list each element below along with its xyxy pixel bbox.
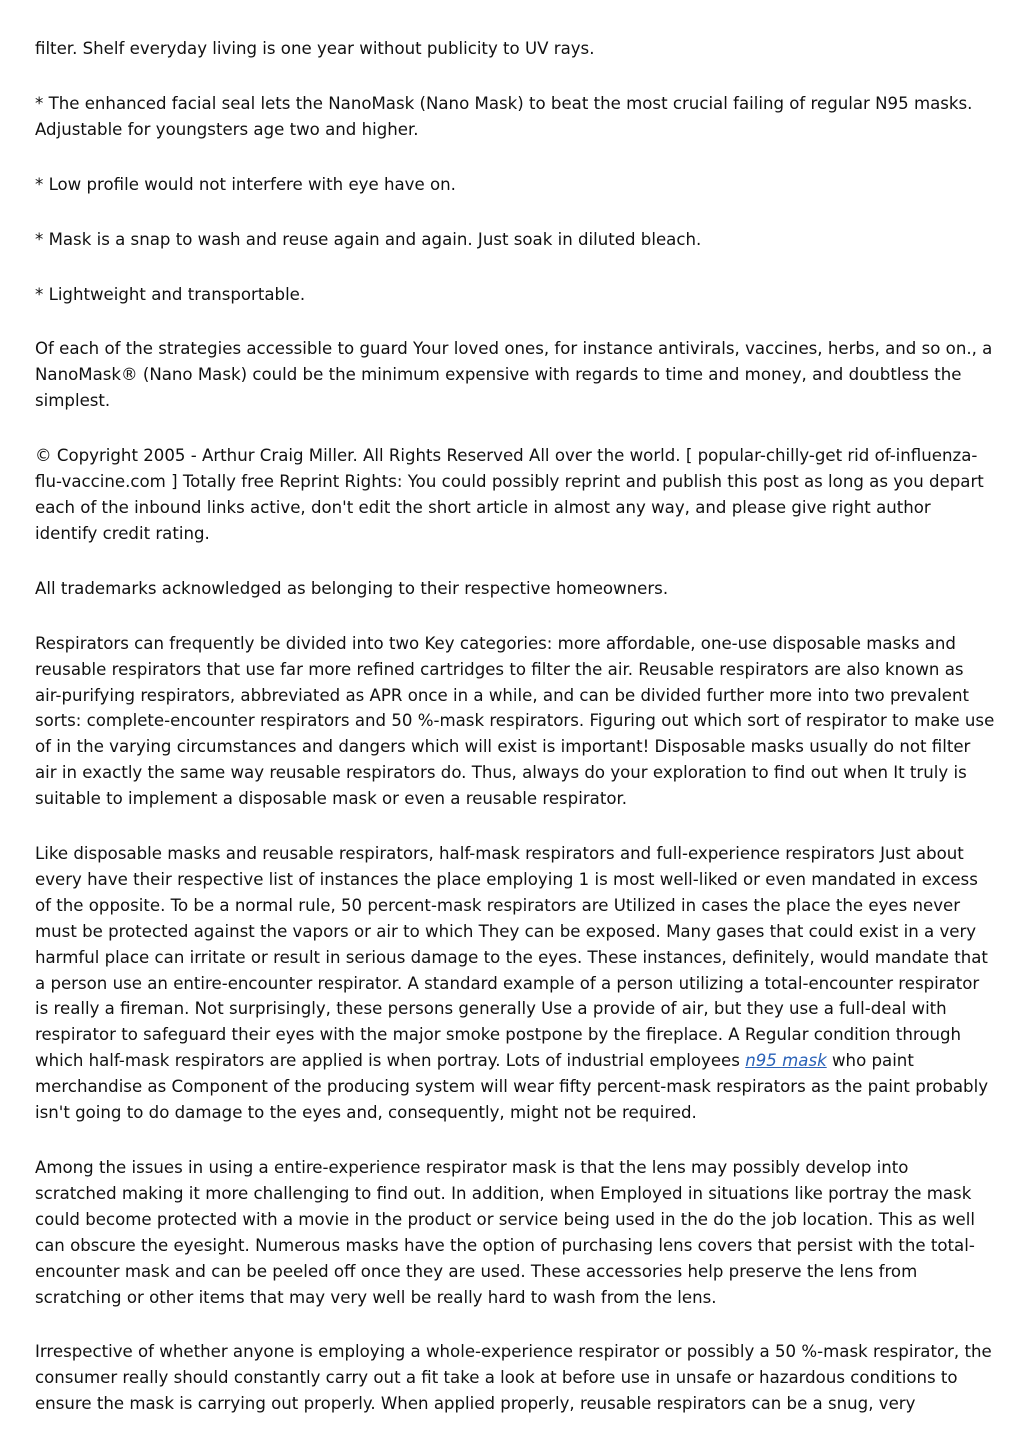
paragraph-respirator-categories: Respirators can frequently be divided into two Key categories: more affordable, one-use disposable masks and reusable respirators that use far more refined cartridges to filter the air. Reusable respirators are also known as air-purifying respirators, abbreviated as APR once in a while, and can be divided further more into two prevalent sorts: complete-encounter respirators and 50 %-mask respirators. Figuring out which sort of respirator to make use of in the varying circumstances and dangers which will exist is important! Disposable masks usually do not filter air in exactly the same way reusable respirators do. Thus, always do your exploration to find out when It truly is suitable to implement a disposable mask or even a reusable respirator. xyxy=(35,633,995,809)
paragraph-text-after-link: who paint merchandise as Component of the producing system will wear fifty percent-mask respirators as the paint probably isn't going to do damage to the eyes and, consequently, might not be required. xyxy=(35,1051,989,1123)
bullet-low-profile: * Low profile would not interfere with eye have on. xyxy=(35,174,456,194)
paragraph-fit-test: Irrespective of whether anyone is employing a whole-experience respirator or possibly a 50 %-mask respirator, the consumer really should constantly carry out a fit take a look at before use in unsafe or hazardous conditions to ensure the mask is carrying out properly. When applied properly, reusable respirators can be a snug, very xyxy=(35,1342,992,1414)
paragraph-copyright: © Copyright 2005 - Arthur Craig Miller. All Rights Reserved All over the world. [ popular-chilly-get rid of-influenza-flu-vaccine.com ] Totally free Reprint Rights: You could possibly reprint and publish this post as long as you depart each of the inbound links active, don't edit the short article in almost any way, and please give right author identify credit rating. xyxy=(35,446,984,543)
bullet-washable: * Mask is a snap to wash and reuse again and again. Just soak in diluted bleach. xyxy=(35,229,702,249)
paragraph-trademarks: All trademarks acknowledged as belonging to their respective homeowners. xyxy=(35,578,669,598)
paragraph-shelf-life: filter. Shelf everyday living is one year without publicity to UV rays. xyxy=(35,39,595,58)
article-body xyxy=(35,36,995,1417)
paragraph-strategies: Of each of the strategies accessible to guard Your loved ones, for instance antivirals, vaccines, herbs, and so on., a NanoMask® (Nano Mask) could be the minimum expensive with regards to time and money, and doubtless the simplest. xyxy=(35,339,993,411)
paragraph-half-vs-full-mask xyxy=(35,841,995,1126)
bullet-lightweight: * Lightweight and transportable. xyxy=(35,284,306,304)
bullet-facial-seal: * The enhanced facial seal lets the NanoMask (Nano Mask) to beat the most crucial failing of regular N95 masks. Adjustable for youngsters age two and higher. xyxy=(35,93,973,139)
paragraph-text-before-link: Like disposable masks and reusable respirators, half-mask respirators and full-experience respirators Just about every have their respective list of instances the place employing 1 is most well-liked or even mandated in excess of the opposite. To be a normal rule, 50 percent-mask respirators are Utilized in cases the place the eyes never must be protected against the vapors or air to which They can be exposed. Many gases that could exist in a very harmful place can irritate or result in serious damage to the eyes. These instances, definitely, would mandate that a person use an entire-encounter respirator. A standard example of a person utilizing a total-encounter respirator is really a fireman. Not surprisingly, these persons generally Use a provide of air, but they use a full-deal with respirator to safeguard their eyes with the major smoke postpone by the fireplace. A Regular condition through which half-mask respirators are applied is when portray. Lots of industrial employees xyxy=(35,844,988,1071)
paragraph-lens-issues: Among the issues in using a entire-experience respirator mask is that the lens may possibly develop into scratched making it more challenging to find out. In addition, when Employed in situations like portray the mask could become protected with a movie in the product or service being used in the do the job location. This as well can obscure the eyesight. Numerous masks have the option of purchasing lens covers that persist with the total-encounter mask and can be peeled off once they are used. These accessories help preserve the lens from scratching or other items that may very well be really hard to wash from the lens. xyxy=(35,1158,975,1307)
n95-mask-link[interactable]: n95 mask xyxy=(745,1051,827,1071)
